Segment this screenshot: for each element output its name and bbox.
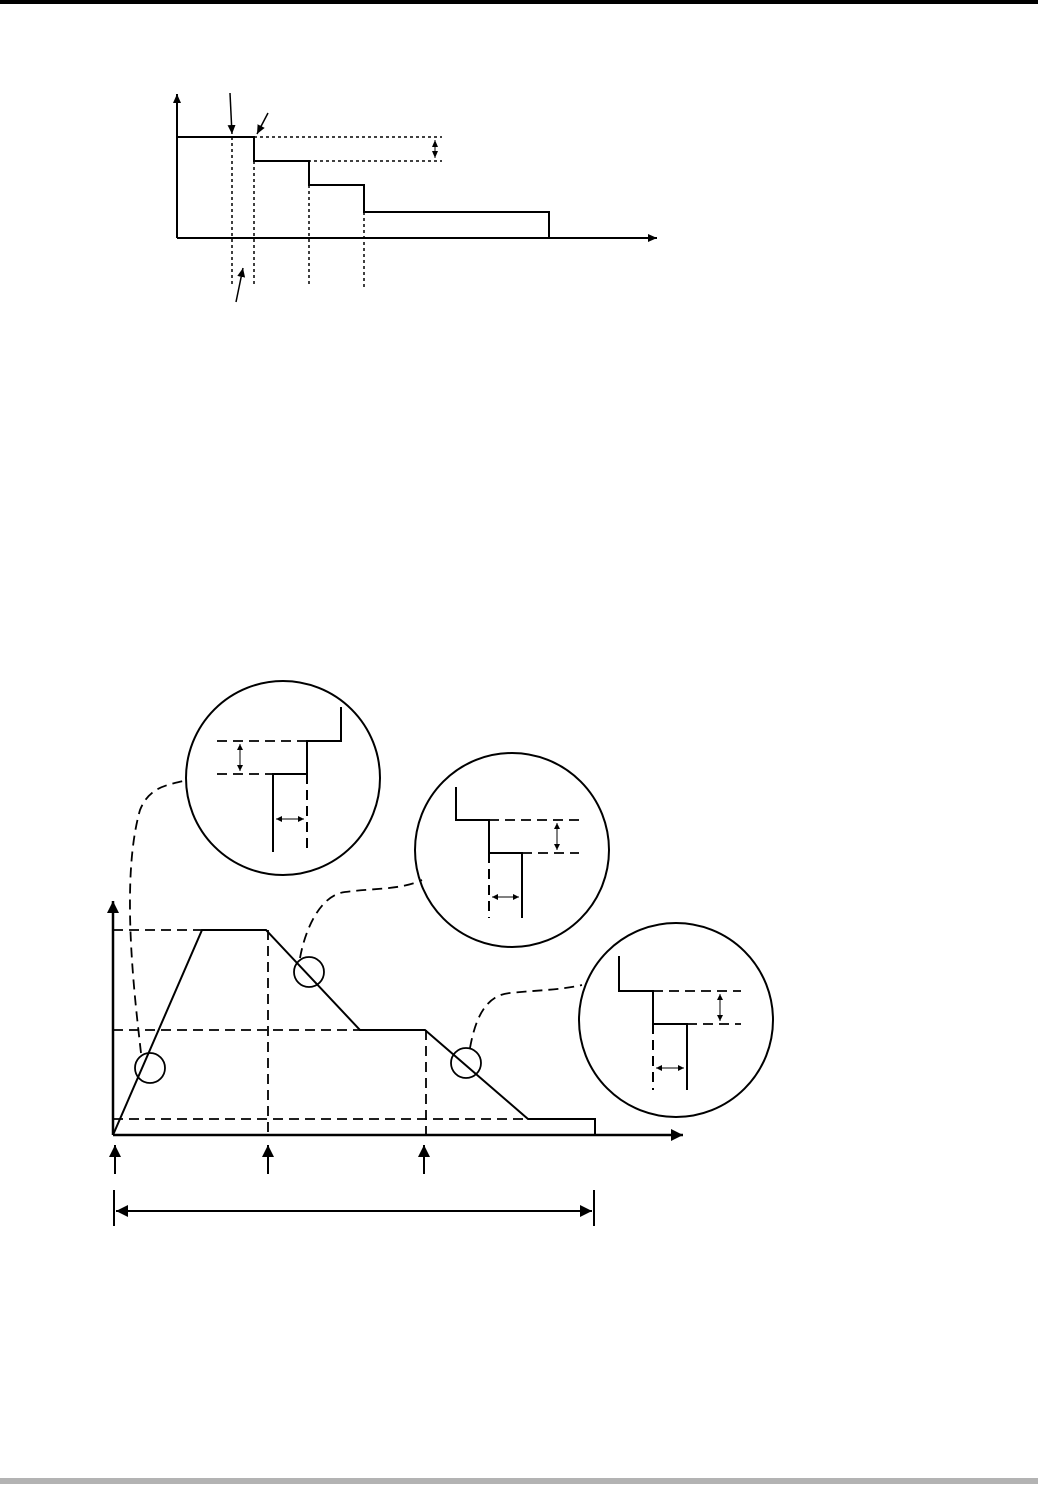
inset-step xyxy=(273,707,341,852)
pointer-arrow xyxy=(236,268,243,302)
leader-curve xyxy=(300,880,422,958)
magnified-inset xyxy=(415,753,609,947)
leader-curve xyxy=(470,985,582,1048)
detail-marker-circle xyxy=(451,1048,481,1078)
magnified-inset xyxy=(186,681,380,875)
pointer-arrow xyxy=(230,93,232,134)
leader-curve xyxy=(130,780,187,1053)
inset-step xyxy=(456,787,522,918)
step-profile xyxy=(177,137,549,238)
step-decrease-diagram xyxy=(0,0,1038,330)
speed-profile xyxy=(113,930,595,1135)
magnified-inset xyxy=(579,923,773,1117)
pointer-arrow xyxy=(257,113,268,134)
page-bottom-rule xyxy=(0,1478,1038,1484)
detail-marker-circle xyxy=(135,1053,165,1083)
detail-marker-circle xyxy=(294,957,324,987)
inset-step xyxy=(619,956,687,1090)
